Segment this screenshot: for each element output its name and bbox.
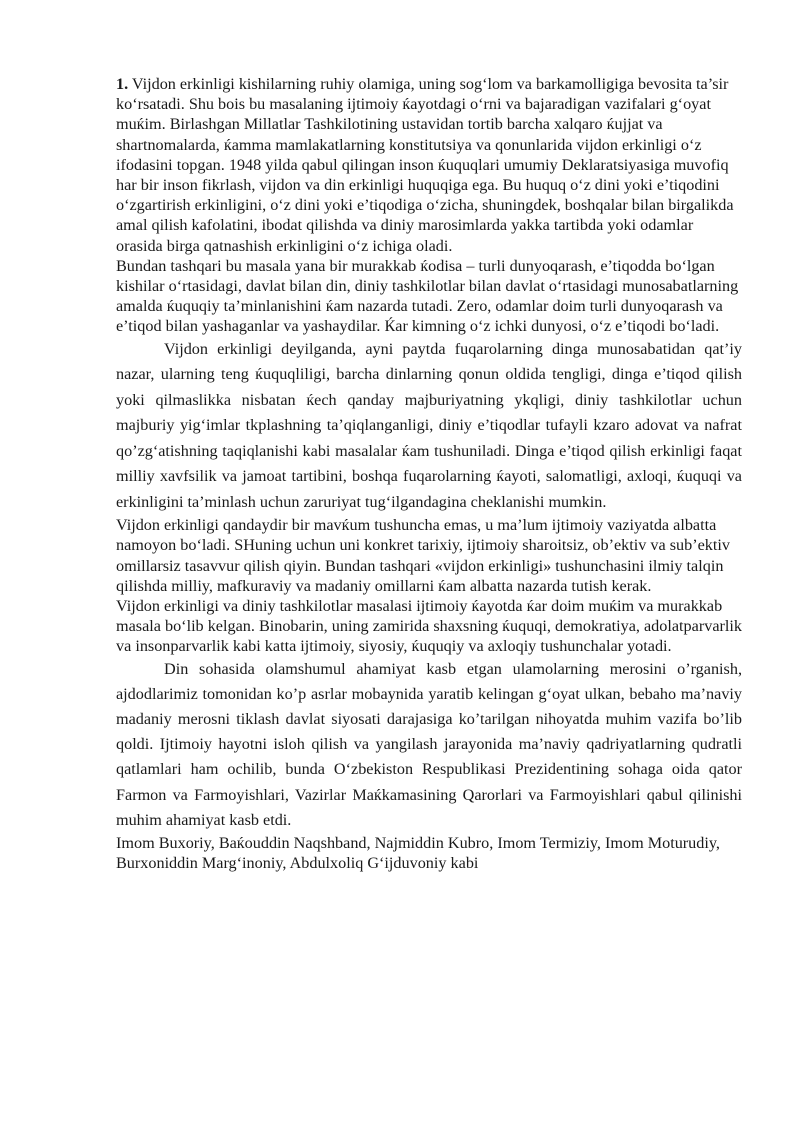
- paragraph-number: 1.: [116, 75, 129, 93]
- paragraph-1-text: Vijdon erkinligi kishilarning ruhiy olamiga, uning sog‘lom va barkamolligiga bevosita ta’sir ko‘rsatadi. Shu bois bu masalaning ijtimoiy ќayotdagi o‘rni va bajaradigan vazifalari g‘oyat muќim. Birlashgan Millatlar Tashkilotining ustavidan tortib barcha xalqaro ќujjat va shartnomalarda, ќamma mamlakatlarning konstitutsiya va qonunlarida vijdon erkinligi o‘z ifodasini topgan. 1948 yilda qabul qilingan inson ќuquqlari umumiy Deklaratsiyasiga muvofiq har bir inson fikrlash, vijdon va din erkinligi huquqiga ega. Bu huquq o‘z dini yoki e’tiqodini o‘zgartirish erkinligini, o‘z dini yoki e’tiqodiga o‘zicha, shuningdek, boshqalar bilan birgalikda amal qilish kafolatini, ibodat qilishda va diniy marosimlarda yakka tartibda yoki odamlar orasida birga qatnashish erkinligini o‘z ichiga oladi.: [116, 75, 734, 255]
- paragraph-3: Vijdon erkinligi deyilganda, ayni paytda fuqarolarning dinga munosabatidan qat’iy nazar, ularning teng ќuquqliligi, barcha dinlarning qonun oldida tengligi, dinga e’tiqod qilish yoki qilmaslikka nisbatan ќech qanday majburiyatning ykqligi, diniy tashkilotlar uchun majburiy yig‘imlar tkplashning ta’qiqlanganligi, diniy e’tiqodlar tufayli kzaro adovat va nafrat qo’zg‘atishning taqiqlanishi kabi masalalar ќam tushuniladi. Dinga e’tiqod qilish erkinligi faqat milliy xavfsilik va jamoat tartibini, boshqa fuqarolarning ќayoti, salomatligi, axloqi, ќuquqi va erkinligini ta’minlash uchun zaruriyat tug‘ilgandagina cheklanishi mumkin.: [116, 339, 742, 511]
- paragraph-1: [116, 74, 742, 256]
- paragraph-2: Bundan tashqari bu masala yana bir murakkab ќodisa – turli dunyoqarash, e’tiqodda bo‘lgan kishilar o‘rtasidagi, davlat bilan din, diniy tashkilotlar bilan davlat o‘rtasidagi munosabatlarning amalda ќuquqiy ta’minlanishini ќam nazarda tutadi. Zero, odamlar doim turli dunyoqarash va e’tiqod bilan yashaganlar va yashaydilar. Ќar kimning o‘z ichki dunyosi, o‘z e’tiqodi bo‘ladi.: [116, 256, 739, 336]
- paragraph-5: Vijdon erkinligi va diniy tashkilotlar masalasi ijtimoiy ќayotda ќar doim muќim va murakkab masala bo‘lib kelgan. Binobarin, uning zamirida shaxsning ќuquqi, demokratiya, adolatparvarlik va insonparvarlik kabi katta ijtimoiy, siyosiy, ќuquqiy va axloqiy tushunchalar yotadi.: [116, 596, 742, 656]
- paragraph-7: Imom Buxoriy, Baќouddin Naqshband, Najmiddin Kubro, Imom Termiziy, Imom Moturudiy, Burxoniddin Marg‘inoniy, Abdulxoliq G‘ijduvoniy kabi: [116, 833, 720, 873]
- paragraph-6: Din sohasida olamshumul ahamiyat kasb etgan ulamolarning merosini o’rganish, ajdodlarimiz tomonidan ko’p asrlar mobaynida yaratib kelingan g‘oyat ulkan, bebaho ma’naviy madaniy merosni tiklash davlat siyosati darajasiga ko’tarilgan nihoyatda muhim vazifa bo’lib qoldi. Ijtimoiy hayotni isloh qilish va yangilash jarayonida ma’naviy qadriyatlarning qudratli qatlamlari ham ochilib, bunda O‘zbekiston Respublikasi Prezidentining sohaga oida qator Farmon va Farmoyishlari, Vazirlar Maќkamasining Qarorlari va Farmoyishlari qabul qilinishi muhim ahamiyat kasb etdi.: [116, 659, 742, 829]
- paragraph-4: Vijdon erkinligi qandaydir bir mavќum tushuncha emas, u ma’lum ijtimoiy vaziyatda albatta namoyon bo‘ladi. SHuning uchun uni konkret tarixiy, ijtimoiy sharoitsiz, ob’ektiv va sub’ektiv omillarsiz tasavvur qilish qiyin. Bundan tashqari «vijdon erkinligi» tushunchasini ilmiy talqin qilishda milliy, mafkuraviy va madaniy omillarni ќam albatta nazarda tutish kerak.: [116, 516, 730, 595]
- document-page: [116, 74, 742, 873]
